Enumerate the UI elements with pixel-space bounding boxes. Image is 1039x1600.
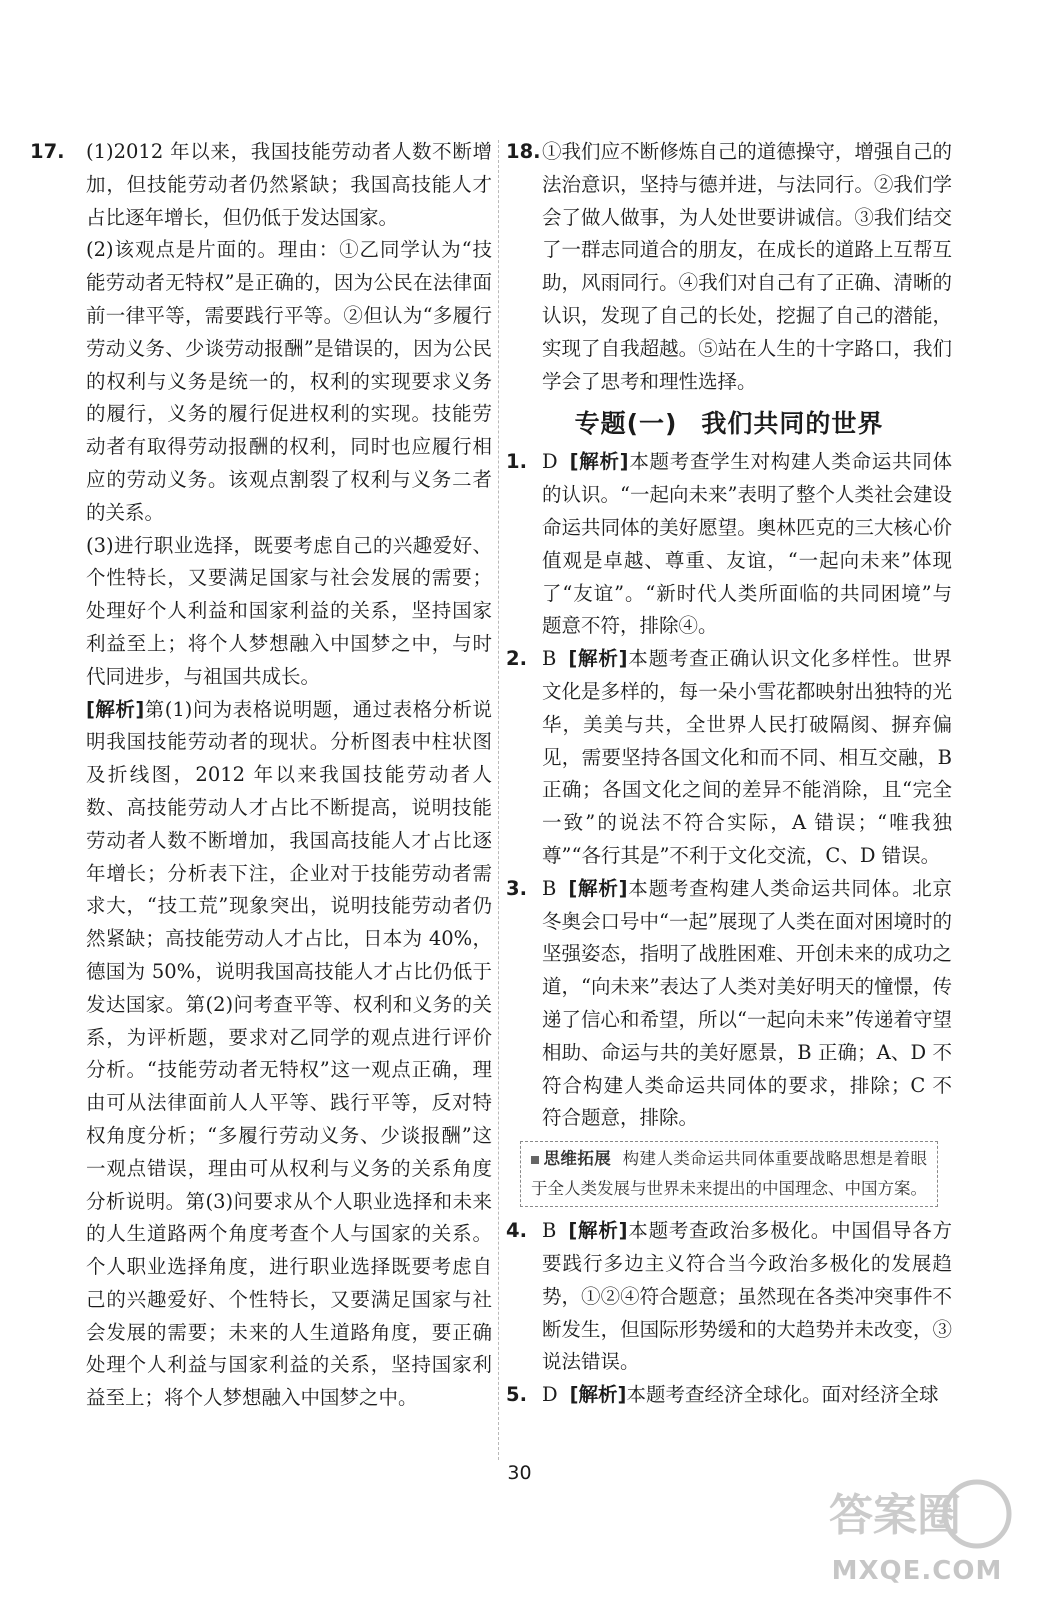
section-label: 专题(一) <box>574 409 678 439</box>
answer-letter: B <box>542 647 557 671</box>
answer-letter: D <box>542 1383 558 1407</box>
analysis-text: 本题考查经济全球化。面对经济全球 <box>626 1383 939 1407</box>
analysis-tag: [解析] <box>568 876 628 900</box>
analysis-text: 本题考查正确认识文化多样性。世界文化是多样的，每一朵小雪花都映射出独特的光华，美美与共，全世界人民打破隔阂、摒弃偏见，需要坚持各国文化和而不同、相互交融，B 正确；各国文化之间的差异不能消除，且“完全一致”的说法不符合实际，A 错误；“唯我独尊”“各行其是”不利于文化交流，C、D 错误。 <box>542 647 952 867</box>
analysis-text: 本题考查学生对构建人类命运共同体的认识。“一起向未来”表明了整个人类社会建设命运共同体的美好愿望。奥林匹克的三大核心价值观是卓越、尊重、友谊，“一起向未来”体现了“友谊”。“新时代人类所面临的共同困境”与题意不符，排除④。 <box>542 450 952 638</box>
analysis-text: 本题考查政治多极化。中国倡导各方要践行多边主义符合当今政治多极化的发展趋势，①②④符合题意；虽然现在各类冲突事件不断发生，但国际形势缓和的大趋势并未改变，③说法错误。 <box>542 1219 952 1374</box>
answer-part-3: (3)进行职业选择，既要考虑自己的兴趣爱好、个性特长，又要满足国家与社会发展的需要；处理好个人利益和国家利益的关系，坚持国家利益至上；将个人梦想融入中国梦之中，与时代同进步，与祖国共成长。 <box>86 533 492 688</box>
analysis-paragraph <box>86 694 492 1416</box>
question-17 <box>30 136 492 1415</box>
question-number: 2. <box>506 647 527 671</box>
tip-label: 思维拓展 <box>543 1149 612 1169</box>
answer-letter: B <box>542 1219 557 1243</box>
analysis-tag: [解析] <box>86 697 145 721</box>
analysis-tag: [解析] <box>569 450 629 474</box>
answer-text: ①我们应不断修炼自己的道德操守，增强自己的法治意识，坚持与德并进，与法同行。②我们学会了做人做事，为人处世要讲诚信。③我们结交了一群志同道合的朋友，在成长的道路上互帮互助，风雨同行。④我们对自己有了正确、清晰的认识，发现了自己的长处，挖掘了自己的潜能，实现了自我超越。⑤站在人生的十字路口，我们学会了思考和理性选择。 <box>542 140 952 393</box>
analysis-text: 本题考查构建人类命运共同体。北京冬奥会口号中“一起”展现了人类在面对困境时的坚强姿态，指明了战胜困难、开创未来的成功之道，“向未来”表达了人类对美好明天的憧憬，传递了信心和希望，所以“一起向未来”传递着守望相助、命运与共的美好愿景，B 正确；A、D 不符合构建人类命运共同体的要求，排除；C 不符合题意，排除。 <box>542 876 952 1130</box>
watermark-url: MXQE.COM <box>831 1556 1003 1586</box>
watermark-brand: 答案圈 <box>829 1490 961 1541</box>
right-column <box>506 136 952 1412</box>
column-divider <box>498 140 499 1460</box>
square-bullet-icon <box>531 1156 539 1164</box>
page-number: 30 <box>507 1462 532 1484</box>
tip-text: 构建人类命运共同体重要战略思想是着眼于全人类发展与世界未来提出的中国理念、中国方案。 <box>531 1149 927 1199</box>
analysis-text: 第(1)问为表格说明题，通过表格分析说明我国技能劳动者的现状。分析图表中柱状图及折线图，2012 年以来我国技能劳动者人数、高技能劳动人才占比不断提高，说明技能劳动者人数不断增加，我国高技能人才占比逐年增长；分析表下注，企业对于技能劳动者需求大，“技工荒”现象突出，说明技能劳动者仍然紧缺；高技能劳动人才占比，日本为 40%，德国为 50%，说明我国高技能人才占比仍低于发达国家。第(2)问考查平等、权利和义务的关系，为评析题，要求对乙同学的观点进行评价分析。“技能劳动者无特权”这一观点正确，理由可从法律面前人人平等、践行平等，反对特权角度分析；“多履行劳动义务、少谈报酬”这一观点错误，理由可从权利与义务的关系角度分析说明。第(3)问要求从个人职业选择和未来的人生道路两个角度考查个人与国家的关系。个人职业选择角度，进行职业选择既要考虑自己的兴趣爱好、个性特长，又要满足国家与社会发展的需要；未来的人生道路角度，要正确处理个人利益与国家利益的关系，坚持国家利益至上；将个人梦想融入中国梦之中。 <box>86 697 493 1410</box>
question-number: 18. <box>506 140 541 163</box>
left-column <box>30 136 492 1415</box>
analysis-tag: [解析] <box>569 1383 627 1407</box>
question-number: 4. <box>506 1219 527 1243</box>
question-18 <box>506 136 952 398</box>
question-number: 5. <box>506 1383 527 1407</box>
question-3 <box>506 873 952 1135</box>
thinking-extension-box <box>520 1141 938 1207</box>
question-5 <box>506 1379 952 1412</box>
question-2 <box>506 643 952 873</box>
question-number: 3. <box>506 876 527 900</box>
answer-letter: B <box>542 876 557 900</box>
answer-part-1: (1)2012 年以来，我国技能劳动者人数不断增加，但技能劳动者仍然紧缺；我国高技能人才占比逐年增长，但仍低于发达国家。 <box>86 140 492 229</box>
section-name: 我们共同的世界 <box>701 409 884 439</box>
analysis-tag: [解析] <box>568 1219 628 1243</box>
answer-letter: D <box>542 450 558 474</box>
question-number: 1. <box>506 450 527 474</box>
watermark-logo <box>817 1476 1017 1586</box>
section-title <box>506 404 952 444</box>
question-4 <box>506 1215 952 1379</box>
answer-part-2: (2)该观点是片面的。理由：①乙同学认为“技能劳动者无特权”是正确的，因为公民在法律面前一律平等，需要践行平等。②但认为“多履行劳动义务、少谈劳动报酬”是错误的，因为公民的权利与义务是统一的，权利的实现要求义务的履行，义务的履行促进权利的实现。技能劳动者有取得劳动报酬的权利，同时也应履行相应的劳动义务。该观点割裂了权利与义务二者的关系。 <box>86 238 492 524</box>
analysis-tag: [解析] <box>568 647 628 671</box>
question-number: 17. <box>30 140 65 163</box>
question-1 <box>506 446 952 643</box>
watermark-icon <box>817 1476 1017 1556</box>
